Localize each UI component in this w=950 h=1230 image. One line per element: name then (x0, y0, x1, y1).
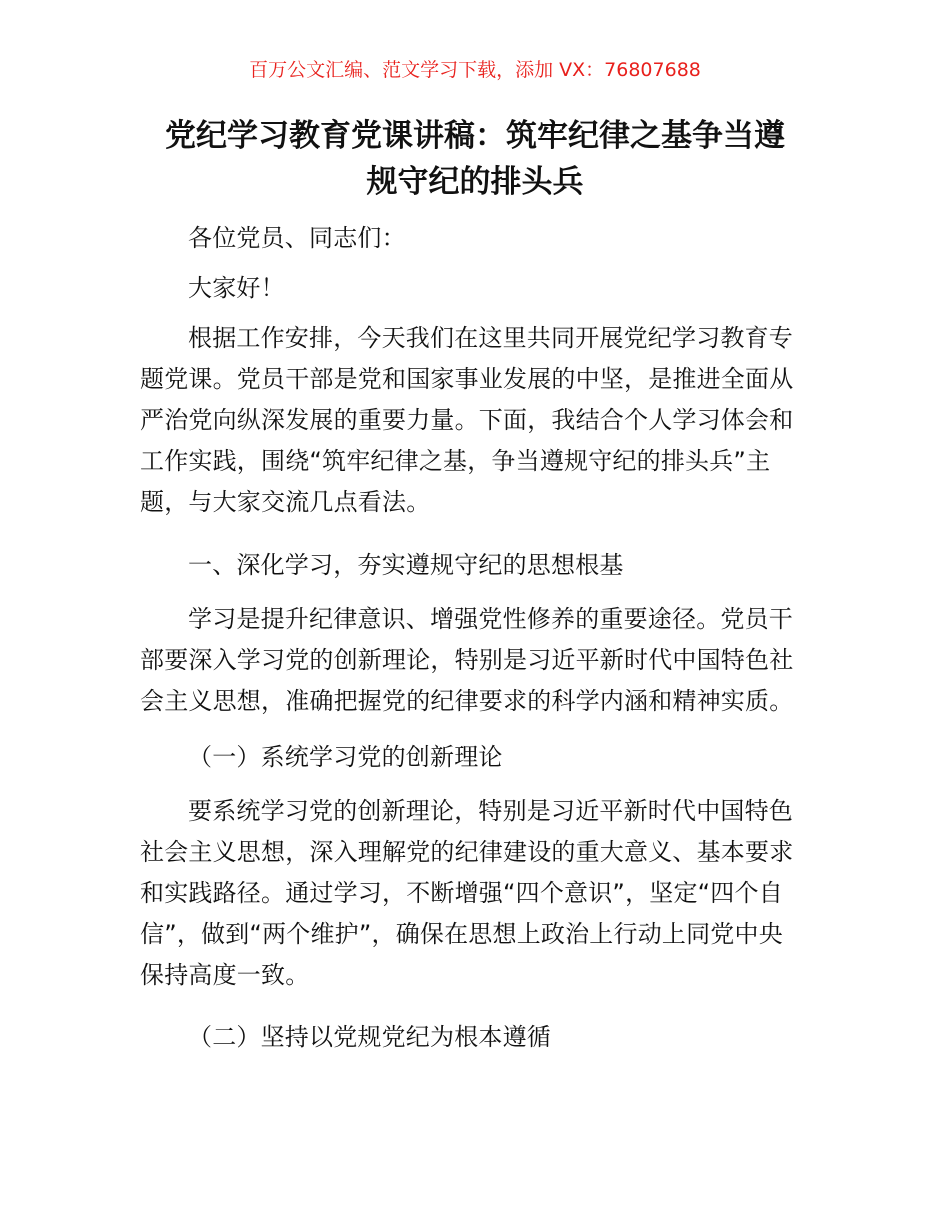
subsection-1-line: 信”，做到“两个维护”，确保在思想上政治上行动上同党中央 (140, 920, 783, 948)
subsection-heading-text: （一）系统学习党的创新理论 (188, 743, 503, 771)
intro-line: 根据工作安排，今天我们在这里共同开展党纪学习教育专 (188, 324, 793, 352)
hello-text: 大家好！ (188, 274, 285, 302)
intro-paragraph (140, 318, 812, 523)
section-1-heading (140, 545, 812, 586)
section-1-line: 学习是提升纪律意识、增强党性修养的重要途径。党员干 (188, 605, 793, 633)
page-title (100, 113, 850, 205)
intro-line: 题，与大家交流几点看法。 (140, 488, 431, 516)
section-heading-text: 一、深化学习，夯实遵规守纪的思想根基 (188, 551, 624, 579)
subsection-1-line: 要系统学习党的创新理论，特别是习近平新时代中国特色 (188, 797, 793, 825)
hello-paragraph (140, 268, 812, 309)
intro-line: 工作实践，围绕“筑牢纪律之基，争当遵规守纪的排头兵”主 (140, 447, 771, 475)
title-line-2: 规守纪的排头兵 (366, 164, 584, 200)
section-1-line: 会主义思想，准确把握党的纪律要求的科学内涵和精神实质。 (140, 687, 794, 715)
subsection-2-heading (140, 1017, 812, 1058)
subsection-1-paragraph (140, 791, 812, 996)
subsection-1-line: 社会主义思想，深入理解党的纪律建设的重大意义、基本要求 (140, 838, 794, 866)
watermark-header: 百万公文汇编、范文学习下载，添加 VX：76807688 (249, 59, 701, 81)
subsection-1-line: 保持高度一致。 (140, 961, 310, 989)
title-line-1: 党纪学习教育党课讲稿：筑牢纪律之基争当遵 (165, 118, 785, 154)
subsection-heading-text: （二）坚持以党规党纪为根本遵循 (188, 1023, 551, 1051)
intro-line: 严治党向纵深发展的重要力量。下面，我结合个人学习体会和 (140, 406, 794, 434)
intro-line: 题党课。党员干部是党和国家事业发展的中坚，是推进全面从 (140, 365, 794, 393)
section-1-paragraph (140, 599, 812, 722)
subsection-1-line: 和实践路径。通过学习，不断增强“四个意识”，坚定“四个自 (140, 879, 783, 907)
greeting-paragraph (140, 218, 812, 259)
subsection-1-heading (140, 737, 812, 778)
section-1-line: 部要深入学习党的创新理论，特别是习近平新时代中国特色社 (140, 646, 794, 674)
greeting-text: 各位党员、同志们： (188, 224, 406, 252)
